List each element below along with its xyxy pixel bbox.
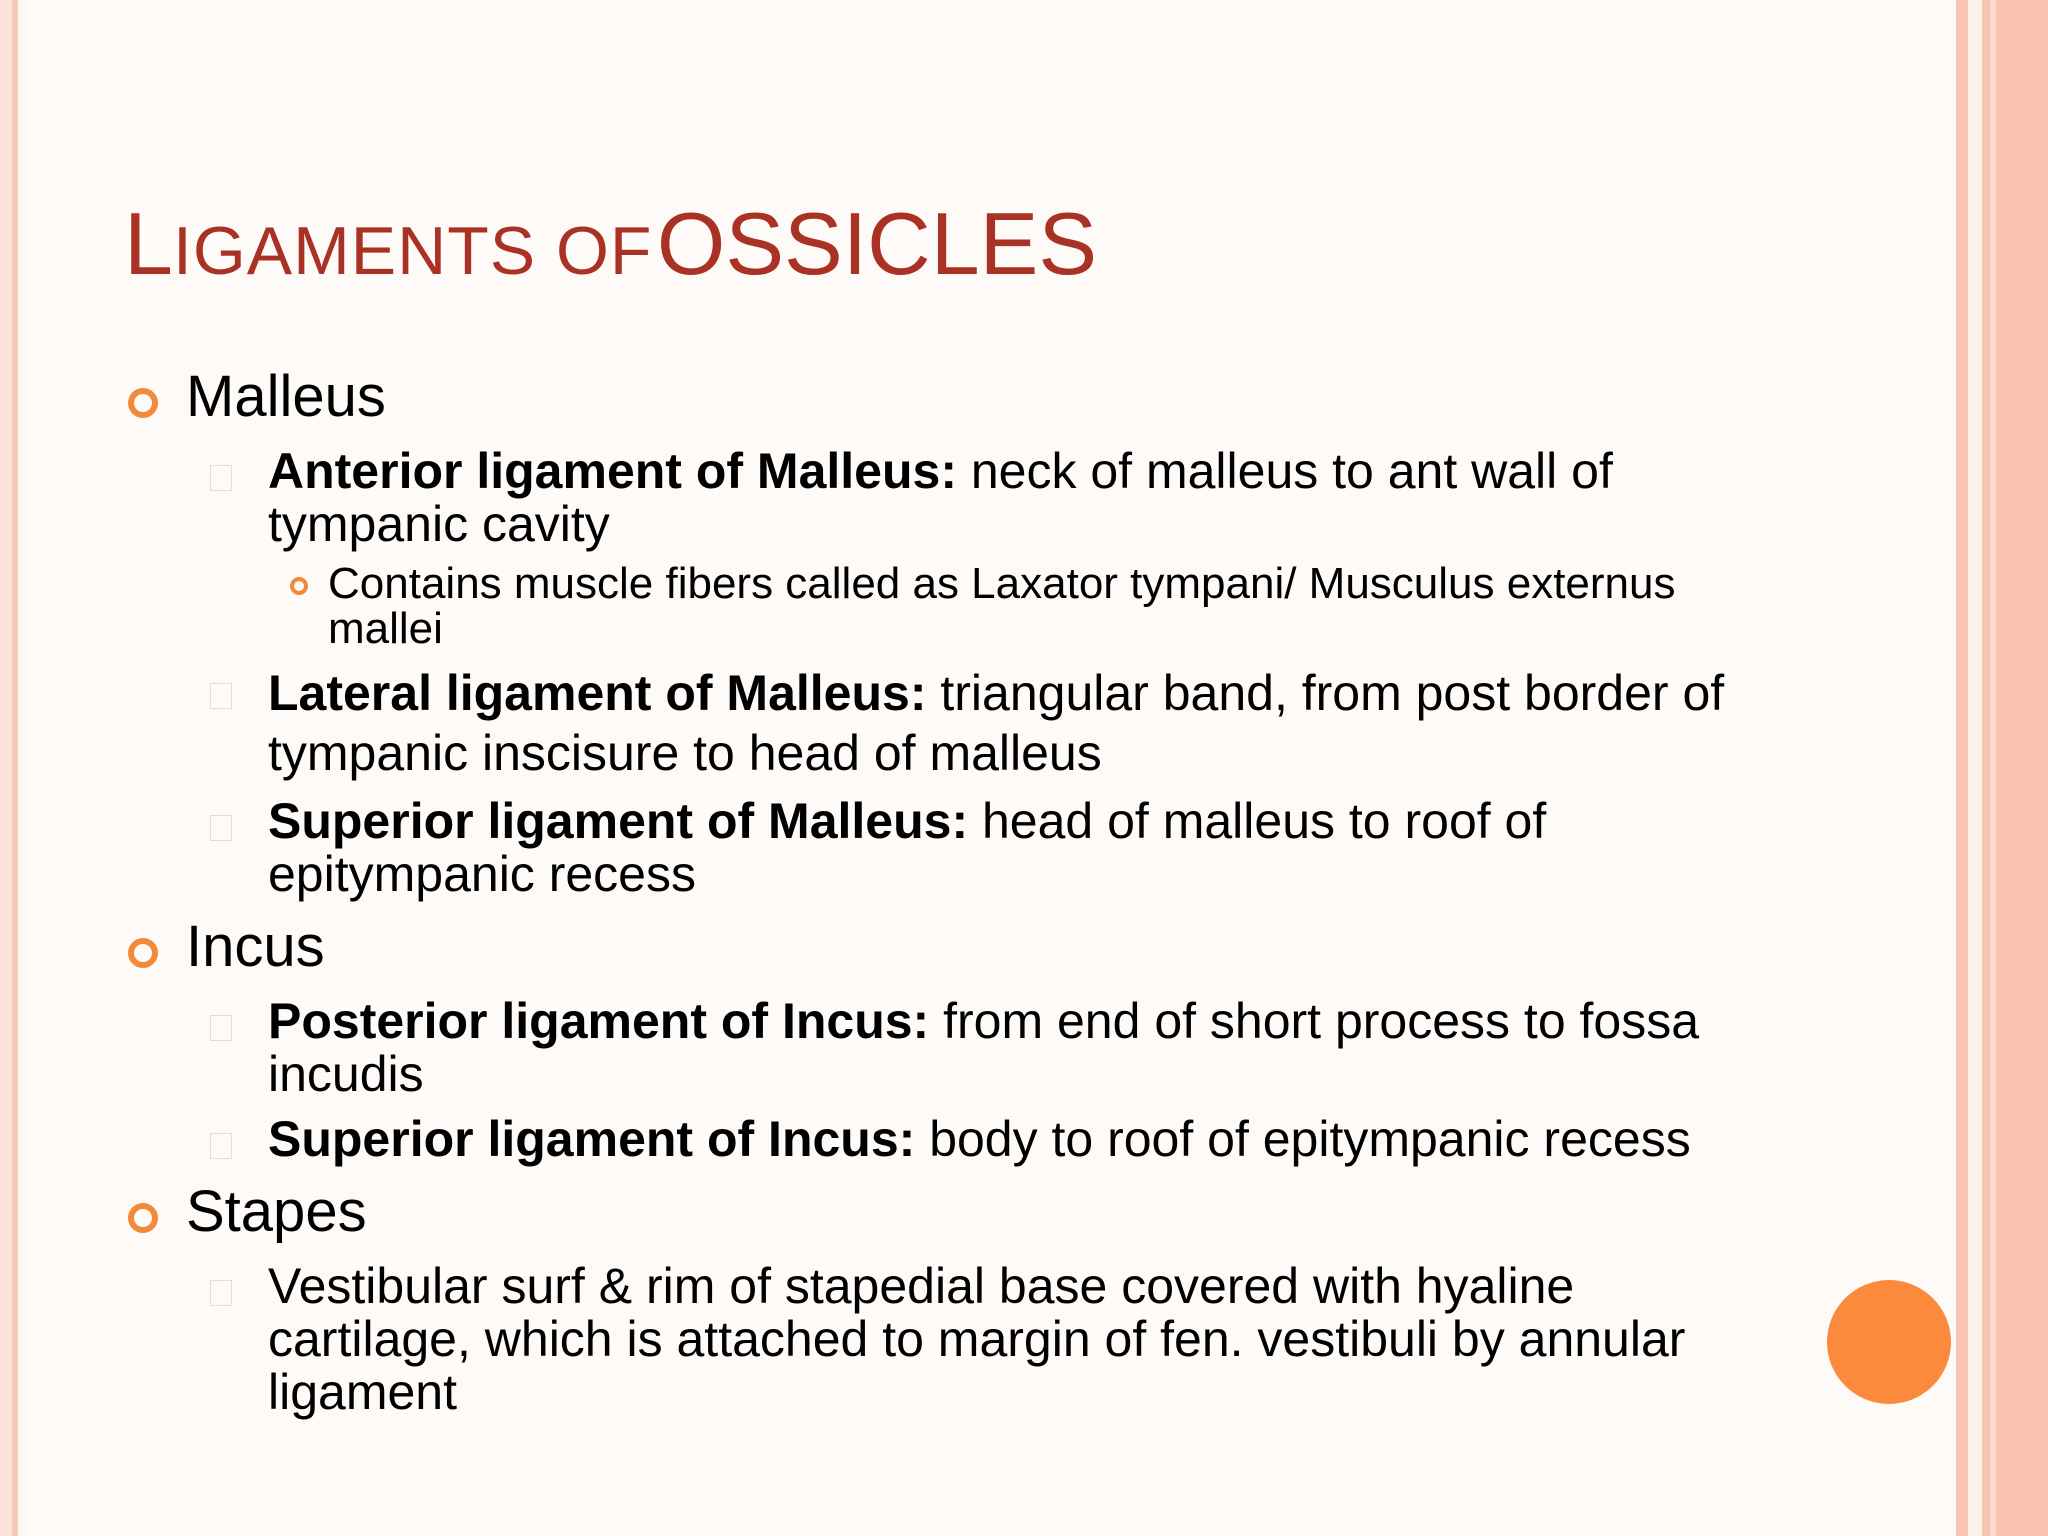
circle-bullet-icon: [128, 938, 158, 968]
item-description: Vestibular surf & rim of stapedial base covered with hyaline cartilage, which is attached to margin of fen. vestibuli by annular ligament: [268, 1258, 1686, 1420]
small-circle-bullet-icon: [290, 577, 308, 595]
section-heading-stapes: [124, 1176, 1764, 1248]
list-item-posterior-ligament-incus: [124, 995, 1764, 1101]
section-heading-malleus: [124, 361, 1764, 433]
item-term: Superior ligament of Incus:: [268, 1111, 916, 1167]
slide-title: [124, 194, 1098, 293]
decorative-orange-circle: [1827, 1280, 1951, 1404]
section-heading-text: Malleus: [186, 364, 386, 429]
sub-item-text: Contains muscle fibers called as Laxator tympani/ Musculus externus mallei: [328, 559, 1676, 653]
circle-bullet-icon: [128, 388, 158, 418]
list-item-lateral-ligament-malleus: [124, 663, 1764, 783]
item-term: Lateral ligament of Malleus:: [268, 665, 927, 721]
right-border-stripe-inner: [1956, 0, 1968, 1536]
item-description: body to roof of epitympanic recess: [915, 1111, 1691, 1167]
left-border-stripe: [0, 0, 26, 1536]
square-bullet-icon: [210, 465, 232, 491]
item-term: Superior ligament of Malleus:: [268, 793, 969, 849]
item-term: Anterior ligament of Malleus:: [268, 443, 957, 499]
square-bullet-icon: [210, 683, 232, 709]
circle-bullet-icon: [128, 1203, 158, 1233]
right-border-stripe-outer: [1982, 0, 2048, 1536]
slide-content: [124, 355, 1764, 1419]
list-item-superior-ligament-incus: [124, 1113, 1764, 1166]
section-heading-text: Stapes: [186, 1179, 367, 1244]
title-emphasis: OSSICLES: [656, 194, 1098, 293]
section-heading-incus: [124, 911, 1764, 983]
square-bullet-icon: [210, 1133, 232, 1159]
sub-list-item-laxator-tympani: [124, 561, 1764, 651]
item-description: head of malleus to roof of epitympanic recess: [268, 793, 1547, 902]
right-border-gap: [1968, 0, 1982, 1536]
item-description: neck of malleus to ant wall of tympanic cavity: [268, 443, 1613, 552]
title-small-caps: IGAMENTS OF: [172, 213, 653, 289]
list-item-superior-ligament-malleus: [124, 795, 1764, 901]
item-description: triangular band, from post border of tympanic inscisure to head of malleus: [268, 665, 1725, 781]
list-item-anterior-ligament-malleus: [124, 445, 1764, 551]
title-initial: L: [124, 194, 173, 293]
square-bullet-icon: [210, 1280, 232, 1306]
item-term: Posterior ligament of Incus:: [268, 993, 930, 1049]
item-description: from end of short process to fossa incudis: [268, 993, 1700, 1102]
list-item-stapes-annular-ligament: [124, 1260, 1764, 1419]
square-bullet-icon: [210, 815, 232, 841]
square-bullet-icon: [210, 1015, 232, 1041]
section-heading-text: Incus: [186, 914, 325, 979]
